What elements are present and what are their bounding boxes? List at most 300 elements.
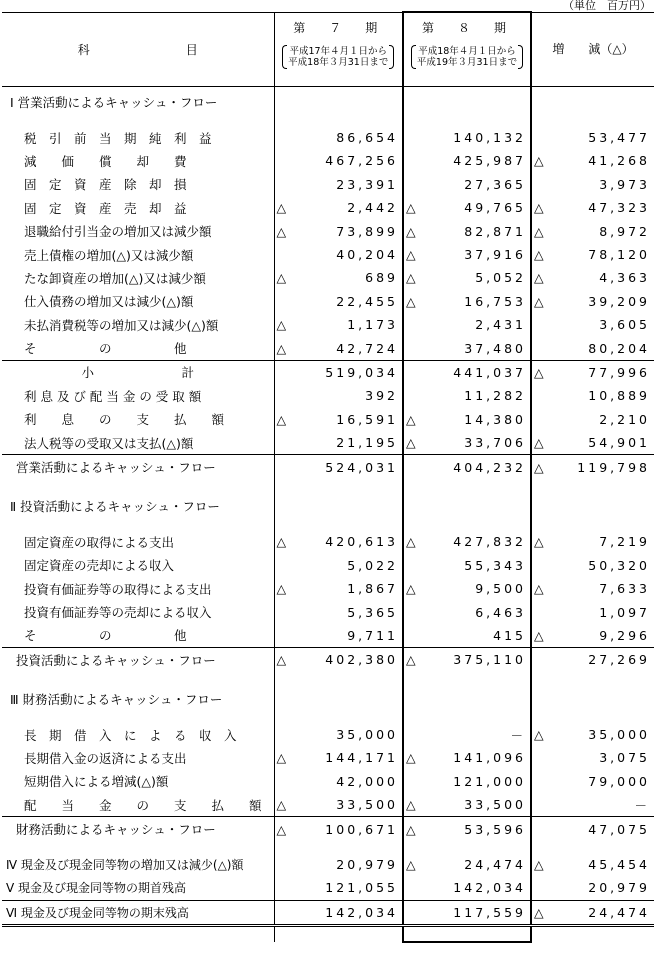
amount: 144,171 <box>325 750 398 766</box>
value-cell-p7 <box>274 126 403 149</box>
table-row <box>2 173 654 196</box>
amount: 425,987 <box>453 153 526 169</box>
spacer-cell <box>403 518 531 530</box>
amount: 2,431 <box>475 317 526 333</box>
row-label: Ⅳ 現金及び現金同等物の増加又は減少(△)額 <box>2 853 274 876</box>
closing-row <box>2 926 654 943</box>
spacer-row <box>2 479 654 491</box>
value-cell-p8 <box>403 173 531 196</box>
table-row <box>2 723 654 746</box>
row-label: 長 期 借 入 に よ る 収 入 <box>2 723 274 746</box>
header-period-8 <box>403 12 531 86</box>
amount: 77,996 <box>588 364 650 380</box>
value-cell-p8 <box>403 431 531 455</box>
amount: 33,706 <box>464 435 526 451</box>
amount: 47,075 <box>588 821 650 837</box>
value-cell-p7 <box>274 624 403 648</box>
amount: 3,605 <box>599 317 650 333</box>
negative-marker: △ <box>406 750 416 766</box>
spacer-cell <box>531 479 654 491</box>
spacer-cell <box>274 711 403 723</box>
value-cell-d <box>531 266 654 289</box>
spacer-cell <box>531 671 654 683</box>
total-row <box>2 455 654 479</box>
value-cell-d <box>531 900 654 925</box>
empty-cell <box>403 86 531 114</box>
table-row <box>2 554 654 577</box>
amount: 20,979 <box>588 880 650 896</box>
negative-marker: △ <box>276 340 287 356</box>
amount: 9,296 <box>599 627 650 643</box>
amount: 689 <box>365 270 398 286</box>
amount: 82,871 <box>464 223 526 239</box>
row-label: 投資有価証券等の売却による収入 <box>2 600 274 623</box>
amount: 20,979 <box>336 857 398 873</box>
spacer-cell <box>274 479 403 491</box>
amount: 2,210 <box>599 411 650 427</box>
value-cell-p7 <box>274 360 403 384</box>
spacer-cell <box>2 841 274 853</box>
value-cell-p8 <box>403 746 531 769</box>
row-label: そ の 他 <box>2 336 274 360</box>
amount: 7,219 <box>599 534 650 550</box>
row-label: 営業活動によるキャッシュ・フロー <box>2 455 274 479</box>
negative-marker: △ <box>276 534 287 550</box>
row-label: 配 当 金 の 支 払 額 <box>2 793 274 817</box>
row-label: 小 計 <box>2 360 274 384</box>
closing-cell <box>531 926 654 943</box>
value-cell-p8 <box>403 577 531 600</box>
closing-cell <box>274 926 403 943</box>
period-7-range-start: 平成17年４月１日から <box>289 45 388 57</box>
value-cell-p7 <box>274 793 403 817</box>
amount: 54,901 <box>588 435 650 451</box>
negative-marker: △ <box>276 200 287 216</box>
amount: 79,000 <box>588 773 650 789</box>
row-label: 法人税等の受取又は支払(△)額 <box>2 431 274 455</box>
spacer-cell <box>531 841 654 853</box>
value-cell-p8 <box>403 600 531 623</box>
empty-cell <box>531 491 654 518</box>
spacer-cell <box>403 114 531 126</box>
table-row <box>2 876 654 900</box>
value-cell-p7 <box>274 219 403 242</box>
amount: 1,173 <box>347 317 398 333</box>
negative-marker: △ <box>276 270 287 286</box>
value-cell-p8 <box>403 313 531 336</box>
amount: 1,097 <box>599 604 650 620</box>
value-cell-d <box>531 313 654 336</box>
spacer-cell <box>274 841 403 853</box>
amount: 5,052 <box>475 270 526 286</box>
row-label: 長期借入金の返済による支出 <box>2 746 274 769</box>
empty-cell <box>531 86 654 114</box>
value-cell-d <box>531 554 654 577</box>
amount: 519,034 <box>325 364 398 380</box>
value-cell-p8 <box>403 149 531 172</box>
value-cell-d <box>531 746 654 769</box>
table-row <box>2 196 654 219</box>
value-cell-p7 <box>274 530 403 553</box>
table-row <box>2 313 654 336</box>
amount: 1,867 <box>347 581 398 597</box>
negative-marker: △ <box>406 652 416 668</box>
table-row <box>2 600 654 623</box>
negative-marker: △ <box>276 821 287 837</box>
spacer-cell <box>403 841 531 853</box>
value-cell-d <box>531 770 654 793</box>
value-cell-p7 <box>274 290 403 313</box>
row-label: 固定資産の売却による収入 <box>2 554 274 577</box>
amount: 14,380 <box>464 411 526 427</box>
negative-marker: △ <box>276 317 287 333</box>
empty-cell <box>274 86 403 114</box>
table-row <box>2 219 654 242</box>
negative-marker: △ <box>276 581 287 597</box>
amount: 9,500 <box>475 581 526 597</box>
negative-marker: △ <box>406 411 416 427</box>
value-cell-d <box>531 723 654 746</box>
table-row <box>2 149 654 172</box>
amount: 11,282 <box>464 388 526 404</box>
negative-marker: △ <box>406 821 416 837</box>
value-cell-d <box>531 290 654 313</box>
row-label: Ⅱ 投資活動によるキャッシュ・フロー <box>2 491 274 518</box>
negative-marker: △ <box>276 750 287 766</box>
negative-marker: △ <box>534 247 544 263</box>
amount: 27,269 <box>588 652 650 668</box>
amount: 16,591 <box>336 411 398 427</box>
amount: 27,365 <box>464 176 526 192</box>
amount: 467,256 <box>325 153 398 169</box>
negative-marker: △ <box>406 223 416 239</box>
value-cell-d <box>531 600 654 623</box>
row-label: Ⅵ 現金及び現金同等物の期末残高 <box>2 900 274 925</box>
amount: 392 <box>365 388 398 404</box>
cash-flow-statement-table <box>2 11 654 943</box>
negative-marker: △ <box>534 200 544 216</box>
amount: 39,209 <box>588 293 650 309</box>
spacer-cell <box>531 711 654 723</box>
value-cell-d <box>531 126 654 149</box>
amount: 142,034 <box>325 904 398 920</box>
value-cell-p7 <box>274 554 403 577</box>
value-cell-d <box>531 624 654 648</box>
negative-marker: △ <box>534 293 544 309</box>
spacer-cell <box>2 114 274 126</box>
table-row <box>2 290 654 313</box>
negative-marker: △ <box>534 581 544 597</box>
value-cell-p7 <box>274 746 403 769</box>
negative-marker: △ <box>276 652 287 668</box>
period-8-range <box>412 46 522 68</box>
value-cell-p7 <box>274 149 403 172</box>
table-row <box>2 384 654 407</box>
closing-cell <box>2 926 274 943</box>
spacer-cell <box>403 671 531 683</box>
table-row <box>2 746 654 769</box>
amount: 10,889 <box>588 388 650 404</box>
value-cell-p7 <box>274 876 403 900</box>
value-cell-p8 <box>403 384 531 407</box>
amount: 53,596 <box>464 821 526 837</box>
amount: 6,463 <box>475 604 526 620</box>
spacer-row <box>2 841 654 853</box>
negative-marker: △ <box>276 223 287 239</box>
amount: 9,711 <box>347 627 398 643</box>
value-cell-p7 <box>274 336 403 360</box>
row-label: 売上債権の増加(△)又は減少額 <box>2 243 274 266</box>
negative-marker: △ <box>534 904 544 920</box>
value-cell-p7 <box>274 408 403 431</box>
amount: 3,973 <box>599 176 650 192</box>
amount: 53,477 <box>588 130 650 146</box>
row-label: 短期借入による増減(△)額 <box>2 770 274 793</box>
amount: 80,204 <box>588 340 650 356</box>
table-row <box>2 408 654 431</box>
value-cell-p7 <box>274 600 403 623</box>
negative-marker: △ <box>534 857 544 873</box>
value-cell-d <box>531 173 654 196</box>
value-cell-p7 <box>274 455 403 479</box>
value-cell-d <box>531 648 654 672</box>
amount: － <box>510 727 526 743</box>
value-cell-p8 <box>403 126 531 149</box>
negative-marker: △ <box>406 857 416 873</box>
amount: 5,022 <box>347 557 398 573</box>
value-cell-p7 <box>274 577 403 600</box>
negative-marker: △ <box>534 435 544 451</box>
section-row <box>2 86 654 114</box>
value-cell-p7 <box>274 243 403 266</box>
empty-cell <box>403 491 531 518</box>
negative-marker: △ <box>406 435 416 451</box>
empty-cell <box>403 683 531 710</box>
amount: 402,380 <box>325 652 398 668</box>
row-label: 固 定 資 産 売 却 益 <box>2 196 274 219</box>
negative-marker: △ <box>406 581 416 597</box>
unit-label: （単位 百万円） <box>563 0 651 12</box>
spacer-cell <box>403 711 531 723</box>
header-subject-label: 科 目 <box>77 42 198 57</box>
period-8-title: 第 ８ 期 <box>421 21 512 35</box>
subtotal-row <box>2 360 654 384</box>
row-label: Ⅴ 現金及び現金同等物の期首残高 <box>2 876 274 900</box>
amount: 4,363 <box>599 270 650 286</box>
value-cell-p8 <box>403 900 531 925</box>
value-cell-d <box>531 577 654 600</box>
value-cell-d <box>531 817 654 841</box>
spacer-cell <box>274 671 403 683</box>
amount: 5,365 <box>347 604 398 620</box>
amount: 33,500 <box>336 797 398 813</box>
value-cell-p8 <box>403 853 531 876</box>
negative-marker: △ <box>406 247 416 263</box>
header-diff <box>531 12 654 86</box>
value-cell-p7 <box>274 723 403 746</box>
value-cell-p8 <box>403 624 531 648</box>
amount: 21,195 <box>336 435 398 451</box>
value-cell-p7 <box>274 817 403 841</box>
value-cell-d <box>531 196 654 219</box>
row-label: 固定資産の取得による支出 <box>2 530 274 553</box>
amount: 16,753 <box>464 293 526 309</box>
table-body <box>2 12 654 942</box>
table-row <box>2 853 654 876</box>
value-cell-p8 <box>403 336 531 360</box>
value-cell-p7 <box>274 900 403 925</box>
amount: 47,323 <box>588 200 650 216</box>
value-cell-d <box>531 530 654 553</box>
negative-marker: △ <box>534 153 544 169</box>
negative-marker: △ <box>534 627 544 643</box>
amount: 427,832 <box>453 534 526 550</box>
value-cell-p8 <box>403 360 531 384</box>
amount: 42,724 <box>336 340 398 356</box>
table-row <box>2 336 654 360</box>
row-label: 利 息 の 支 払 額 <box>2 408 274 431</box>
row-label: 利 息 及 び 配 当 金 の 受 取 額 <box>2 384 274 407</box>
amount: 24,474 <box>588 904 650 920</box>
row-label: 税 引 前 当 期 純 利 益 <box>2 126 274 149</box>
value-cell-p8 <box>403 770 531 793</box>
value-cell-d <box>531 336 654 360</box>
spacer-row <box>2 114 654 126</box>
table-row <box>2 126 654 149</box>
table-row <box>2 266 654 289</box>
period-7-range <box>283 46 393 68</box>
table-row <box>2 431 654 455</box>
amount: 50,320 <box>588 557 650 573</box>
value-cell-p8 <box>403 408 531 431</box>
spacer-row <box>2 518 654 530</box>
value-cell-p8 <box>403 266 531 289</box>
negative-marker: △ <box>534 223 544 239</box>
negative-marker: △ <box>406 270 416 286</box>
empty-cell <box>274 491 403 518</box>
header-row <box>2 12 654 86</box>
amount: 37,916 <box>464 247 526 263</box>
negative-marker: △ <box>276 797 287 813</box>
value-cell-p8 <box>403 243 531 266</box>
amount: 23,391 <box>336 176 398 192</box>
amount: 33,500 <box>464 797 526 813</box>
row-label: Ⅰ 営業活動によるキャッシュ・フロー <box>2 86 274 114</box>
amount: 7,633 <box>599 581 650 597</box>
section-row <box>2 491 654 518</box>
amount: 142,034 <box>453 880 526 896</box>
spacer-row <box>2 671 654 683</box>
header-subject <box>2 12 274 86</box>
table-row <box>2 900 654 925</box>
negative-marker: △ <box>534 364 544 380</box>
total-row <box>2 817 654 841</box>
period-7-range-end: 平成18年３月31日まで <box>288 56 389 68</box>
period-8-range-start: 平成18年４月１日から <box>418 46 516 57</box>
amount: 37,480 <box>464 340 526 356</box>
spacer-cell <box>2 518 274 530</box>
amount: 22,455 <box>336 293 398 309</box>
value-cell-p8 <box>403 455 531 479</box>
value-cell-p7 <box>274 648 403 672</box>
value-cell-d <box>531 360 654 384</box>
header-diff-label: 増 減（△） <box>552 41 634 56</box>
table-row <box>2 530 654 553</box>
amount: 35,000 <box>336 727 398 743</box>
amount: 55,343 <box>464 557 526 573</box>
spacer-cell <box>531 518 654 530</box>
amount: 41,268 <box>588 153 650 169</box>
value-cell-p8 <box>403 530 531 553</box>
amount: 524,031 <box>325 459 398 475</box>
amount: 375,110 <box>453 652 526 668</box>
row-label: たな卸資産の増加(△)又は減少額 <box>2 266 274 289</box>
closing-cell <box>403 926 531 943</box>
amount: 119,798 <box>577 459 650 475</box>
amount: 78,120 <box>588 247 650 263</box>
value-cell-p7 <box>274 313 403 336</box>
negative-marker: △ <box>534 534 544 550</box>
row-label: 仕入債務の増加又は減少(△)額 <box>2 290 274 313</box>
negative-marker: △ <box>406 200 416 216</box>
row-label: 財務活動によるキャッシュ・フロー <box>2 817 274 841</box>
table-row <box>2 793 654 817</box>
value-cell-d <box>531 431 654 455</box>
amount: 86,654 <box>336 130 398 146</box>
section-row <box>2 683 654 710</box>
amount: 35,000 <box>588 727 650 743</box>
amount: 45,454 <box>588 857 650 873</box>
negative-marker: △ <box>406 797 416 813</box>
row-label: 固 定 資 産 除 却 損 <box>2 173 274 196</box>
value-cell-p7 <box>274 853 403 876</box>
row-label: 投資有価証券等の取得による支出 <box>2 577 274 600</box>
negative-marker: △ <box>534 727 544 743</box>
negative-marker: △ <box>276 411 287 427</box>
negative-marker: △ <box>406 534 416 550</box>
table-row <box>2 770 654 793</box>
amount: 2,442 <box>347 200 398 216</box>
value-cell-p8 <box>403 196 531 219</box>
value-cell-p8 <box>403 793 531 817</box>
table-row <box>2 577 654 600</box>
amount: 121,055 <box>325 880 398 896</box>
value-cell-d <box>531 408 654 431</box>
period-8-range-end: 平成19年３月31日まで <box>416 57 518 68</box>
value-cell-d <box>531 149 654 172</box>
value-cell-d <box>531 219 654 242</box>
negative-marker: △ <box>534 270 544 286</box>
spacer-cell <box>2 711 274 723</box>
empty-cell <box>531 683 654 710</box>
value-cell-p7 <box>274 173 403 196</box>
table-row <box>2 624 654 648</box>
value-cell-d <box>531 384 654 407</box>
value-cell-p7 <box>274 770 403 793</box>
amount: － <box>634 797 650 813</box>
value-cell-p8 <box>403 817 531 841</box>
row-label: 減 価 償 却 費 <box>2 149 274 172</box>
amount: 49,765 <box>464 200 526 216</box>
value-cell-p8 <box>403 290 531 313</box>
value-cell-d <box>531 793 654 817</box>
value-cell-d <box>531 455 654 479</box>
value-cell-p8 <box>403 648 531 672</box>
amount: 3,075 <box>599 750 650 766</box>
value-cell-d <box>531 853 654 876</box>
value-cell-p8 <box>403 554 531 577</box>
amount: 141,096 <box>453 750 526 766</box>
